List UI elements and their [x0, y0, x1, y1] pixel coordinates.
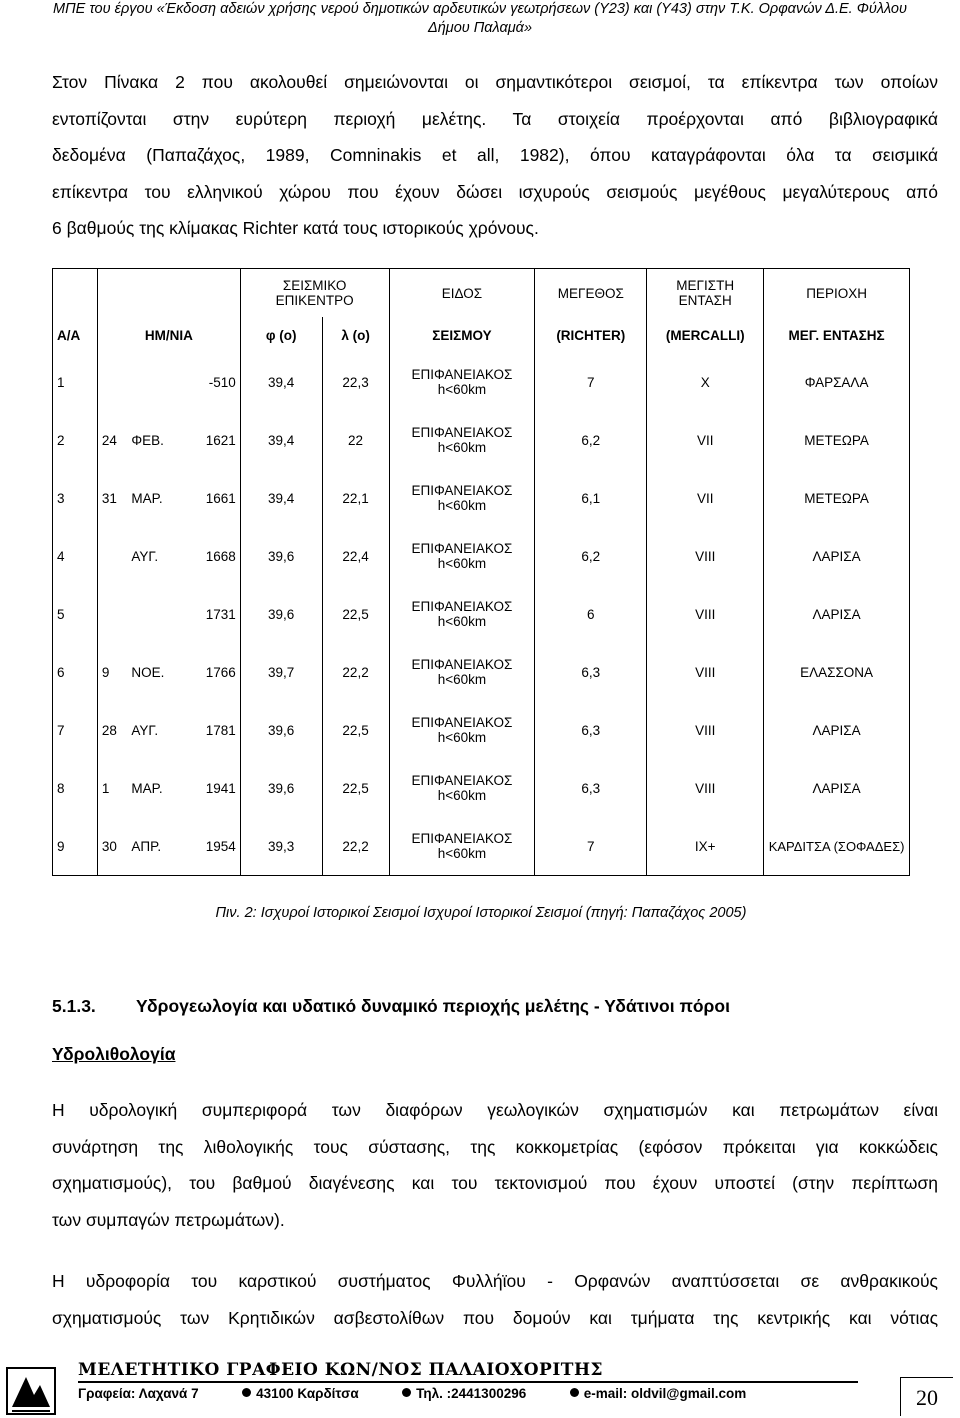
- row-number: 8: [53, 759, 98, 817]
- row-region: ΛΑΡΙΣΑ: [764, 759, 910, 817]
- row-number: 9: [53, 817, 98, 876]
- paragraph-line: των συμπαγών πετρωμάτων).: [52, 1209, 285, 1230]
- row-region: ΛΑΡΙΣΑ: [764, 701, 910, 759]
- row-depth-line: h<60km: [437, 556, 487, 571]
- row-number: 1: [53, 353, 98, 411]
- row-depth-line: h<60km: [437, 498, 487, 513]
- paragraph-line: συνάρτηση της λιθολογικής τους σύστασης, της κοκκομετρίας (εφόσον πρόκειται για κοκκώδεις: [52, 1136, 938, 1157]
- bullet-icon: [402, 1388, 411, 1397]
- row-intensity: VIII: [647, 701, 764, 759]
- footer-address: Γραφεία: Λαχανά 7: [78, 1386, 199, 1401]
- row-depth-line: h<60km: [437, 788, 487, 803]
- header-line-2: Δήμου Παλαμά»: [427, 20, 533, 36]
- row-type-line: ΕΠΙΦΑΝΕΙΑΚΟΣ: [411, 425, 513, 440]
- row-number: 6: [53, 643, 98, 701]
- table-row: [53, 585, 910, 643]
- table-row: [53, 353, 910, 411]
- row-type: [389, 701, 535, 759]
- row-type: [389, 469, 535, 527]
- row-longitude: 22,1: [322, 469, 389, 527]
- row-type-line: ΕΠΙΦΑΝΕΙΑΚΟΣ: [411, 541, 513, 556]
- row-latitude: 39,4: [240, 353, 322, 411]
- row-magnitude: 6,3: [535, 643, 647, 701]
- row-type-line: ΕΠΙΦΑΝΕΙΑΚΟΣ: [411, 715, 513, 730]
- intro-line: επίκεντρα του ελληνικού χώρου που έχουν δώσει ισχυρούς σεισμούς μεγέθους μεγαλύτερους από: [52, 181, 938, 202]
- row-longitude: 22,5: [322, 759, 389, 817]
- section-number: 5.1.3.: [52, 996, 96, 1016]
- table-row: [53, 527, 910, 585]
- row-day: [97, 527, 127, 585]
- footer-postcode: 43100 Καρδίτσα: [256, 1386, 359, 1401]
- header-date: ΗΜ/ΝΙΑ: [97, 317, 240, 353]
- row-magnitude: 6,2: [535, 527, 647, 585]
- row-year: 1766: [205, 664, 236, 680]
- row-latitude: 39,6: [240, 527, 322, 585]
- row-depth-line: h<60km: [437, 730, 487, 745]
- intro-line: εντοπίζονται στην ευρύτερη περιοχή μελέτης. Τα στοιχεία προέρχονται από βιβλιογραφικά: [52, 108, 938, 129]
- intro-paragraph: [52, 64, 938, 247]
- row-year: 1621: [205, 432, 236, 448]
- row-intensity: VIII: [647, 759, 764, 817]
- row-type: [389, 353, 535, 411]
- row-month: ΜΑΡ.: [131, 490, 163, 506]
- row-year: 1781: [205, 722, 236, 738]
- row-region: ΕΛΑΣΣΟΝΑ: [764, 643, 910, 701]
- section-title: Υδρογεωλογία και υδατικό δυναμικό περιοχής μελέτης - Υδάτινοι πόροι: [136, 996, 730, 1016]
- office-name: ΜΕΛΕΤΗΤΙΚΟ ΓΡΑΦΕΙΟ ΚΩΝ/ΝΟΣ ΠΑΛΑΙΟΧΟΡΙΤΗΣ: [78, 1360, 604, 1380]
- intro-line: 6 βαθμούς της κλίμακας Richter κατά τους ιστορικούς χρόνους.: [52, 218, 539, 238]
- header-line-1: ΜΠΕ του έργου «Έκδοση αδειών χρήσης νερού δημοτικών αρδευτικών γεωτρήσεων (Υ23) και (Υ43) στην Τ.Κ. Ορφανών Δ.Ε. Φύλλου: [53, 1, 907, 17]
- header-intensity-2: (MERCALLI): [647, 317, 764, 353]
- table-row: [53, 759, 910, 817]
- subheading: Υδρολιθολογία: [52, 1044, 176, 1064]
- row-longitude: 22,5: [322, 585, 389, 643]
- row-intensity: VIII: [647, 585, 764, 643]
- row-magnitude: 6: [535, 585, 647, 643]
- table-row: [53, 643, 910, 701]
- row-number: 2: [53, 411, 98, 469]
- row-month: ΦΕΒ.: [131, 432, 164, 448]
- header-lat: φ (ο): [240, 317, 322, 353]
- header-type-2: ΣΕΙΣΜΟΥ: [389, 317, 535, 353]
- row-day: 30: [97, 817, 127, 876]
- header-epicenter: ΣΕΙΣΜΙΚΟ ΕΠΙΚΕΝΤΡΟ: [240, 269, 389, 318]
- row-depth-line: h<60km: [437, 382, 487, 397]
- header-magnitude: ΜΕΓΕΘΟΣ: [535, 269, 647, 318]
- row-intensity: X: [647, 353, 764, 411]
- row-intensity: VII: [647, 469, 764, 527]
- row-day: [97, 585, 127, 643]
- row-day: 9: [97, 643, 127, 701]
- table-row: [53, 469, 910, 527]
- row-magnitude: 6,3: [535, 701, 647, 759]
- row-type: [389, 643, 535, 701]
- row-longitude: 22: [322, 411, 389, 469]
- row-month: [127, 585, 189, 643]
- row-day: [97, 353, 127, 411]
- row-year: 1941: [205, 780, 236, 796]
- row-year: 1668: [205, 548, 236, 564]
- row-longitude: 22,2: [322, 817, 389, 876]
- row-magnitude: 7: [535, 817, 647, 876]
- bullet-icon: [570, 1388, 579, 1397]
- row-magnitude: 6,2: [535, 411, 647, 469]
- row-year: -510: [208, 374, 236, 390]
- row-month: ΝΟΕ.: [131, 664, 165, 680]
- header-magnitude-2: (RICHTER): [535, 317, 647, 353]
- row-type: [389, 585, 535, 643]
- row-longitude: 22,5: [322, 701, 389, 759]
- header-intensity: ΜΕΓΙΣΤΗ ΕΝΤΑΣΗ: [647, 269, 764, 318]
- footer-email: e-mail: oldvil@gmail.com: [583, 1386, 747, 1401]
- header-region: ΠΕΡΙΟΧΗ: [764, 269, 910, 318]
- earthquake-table: [52, 268, 910, 876]
- header-type: ΕΙΔΟΣ: [389, 269, 535, 318]
- footer-phone: Τηλ. :2441300296: [416, 1386, 527, 1401]
- section-heading: [52, 996, 730, 1017]
- row-type: [389, 411, 535, 469]
- row-magnitude: 7: [535, 353, 647, 411]
- row-type: [389, 817, 535, 876]
- row-month: ΑΥΓ.: [131, 548, 159, 564]
- page-footer: [0, 1357, 960, 1417]
- row-type-line: ΕΠΙΦΑΝΕΙΑΚΟΣ: [411, 657, 513, 672]
- row-longitude: 22,3: [322, 353, 389, 411]
- row-depth-line: h<60km: [437, 440, 487, 455]
- row-number: 3: [53, 469, 98, 527]
- row-type-line: ΕΠΙΦΑΝΕΙΑΚΟΣ: [411, 773, 513, 788]
- row-region: ΛΑΡΙΣΑ: [764, 527, 910, 585]
- row-intensity: IX+: [647, 817, 764, 876]
- footer-rule: [78, 1381, 858, 1383]
- row-region: ΚΑΡΔΙΤΣΑ (ΣΟΦΑΔΕΣ): [764, 817, 910, 876]
- row-day: 28: [97, 701, 127, 759]
- row-region: ΦΑΡΣΑΛΑ: [764, 353, 910, 411]
- row-region: ΛΑΡΙΣΑ: [764, 585, 910, 643]
- row-latitude: 39,6: [240, 701, 322, 759]
- row-depth-line: h<60km: [437, 846, 487, 861]
- row-type-line: ΕΠΙΦΑΝΕΙΑΚΟΣ: [411, 599, 513, 614]
- table-header-row-1: [53, 269, 910, 318]
- table-caption: Πιν. 2: Ισχυροί Ιστορικοί Σεισμοί Ισχυροί Ιστορικοί Σεισμοί (πηγή: Παπαζάχος 2005): [215, 905, 747, 921]
- row-region: ΜΕΤΕΩΡΑ: [764, 411, 910, 469]
- intro-line: δεδομένα (Παπαζάχος, 1989, Comninakis et all, 1982), όπου καταγράφονται όλα τα σεισμικά: [52, 145, 938, 165]
- row-magnitude: 6,3: [535, 759, 647, 817]
- row-type: [389, 527, 535, 585]
- row-year: 1731: [205, 606, 236, 622]
- page-number: 20: [900, 1377, 953, 1416]
- table-row: [53, 411, 910, 469]
- row-day: 31: [97, 469, 127, 527]
- row-year: 1661: [205, 490, 236, 506]
- row-latitude: 39,3: [240, 817, 322, 876]
- row-latitude: 39,4: [240, 411, 322, 469]
- row-type-line: ΕΠΙΦΑΝΕΙΑΚΟΣ: [411, 367, 513, 382]
- row-year: 1954: [189, 817, 240, 876]
- row-type-line: ΕΠΙΦΑΝΕΙΑΚΟΣ: [411, 831, 513, 846]
- row-longitude: 22,2: [322, 643, 389, 701]
- paragraph-line: σχηματισμούς), του βαθμού διαγένεσης και του τεκτονισμού που έχουν υποστεί (στην περίπτωση: [52, 1173, 938, 1193]
- row-type: [389, 759, 535, 817]
- table-header-row-2: [53, 317, 910, 353]
- row-intensity: VIII: [647, 643, 764, 701]
- row-region: ΜΕΤΕΩΡΑ: [764, 469, 910, 527]
- header-lon: λ (ο): [322, 317, 389, 353]
- header-region-2: ΜΕΓ. ΕΝΤΑΣΗΣ: [764, 317, 910, 353]
- row-longitude: 22,4: [322, 527, 389, 585]
- row-number: 5: [53, 585, 98, 643]
- row-number: 7: [53, 701, 98, 759]
- table-row: [53, 817, 910, 876]
- row-number: 4: [53, 527, 98, 585]
- row-latitude: 39,6: [240, 585, 322, 643]
- header-aa: Α/Α: [53, 317, 98, 353]
- table-body: [53, 353, 910, 876]
- row-magnitude: 6,1: [535, 469, 647, 527]
- row-depth-line: h<60km: [437, 614, 487, 629]
- paragraph-line: σχηματισμούς των Κρητιδικών ασβεστολίθων που δομούν και τμήματα της κεντρικής και νότιας: [52, 1307, 938, 1328]
- row-depth-line: h<60km: [437, 672, 487, 687]
- paragraph-line: Η υδροφορία του καρστικού συστήματος Φυλλήϊου - Ορφανών αναπτύσσεται σε ανθρακικούς: [52, 1271, 938, 1291]
- footer-contact: [78, 1386, 746, 1401]
- row-latitude: 39,6: [240, 759, 322, 817]
- paragraph-line: Η υδρολογική συμπεριφορά των διαφόρων γεωλογικών σχηματισμών και πετρωμάτων είναι: [52, 1100, 938, 1120]
- row-month: ΑΥΓ.: [131, 722, 159, 738]
- row-day: 24: [97, 411, 127, 469]
- row-latitude: 39,7: [240, 643, 322, 701]
- office-logo-icon: [6, 1367, 56, 1415]
- row-month: ΑΠΡ.: [127, 817, 189, 876]
- row-intensity: VII: [647, 411, 764, 469]
- row-type-line: ΕΠΙΦΑΝΕΙΑΚΟΣ: [411, 483, 513, 498]
- row-day: 1: [97, 759, 127, 817]
- table-row: [53, 701, 910, 759]
- row-month: ΜΑΡ.: [131, 780, 163, 796]
- row-intensity: VIII: [647, 527, 764, 585]
- row-month: [127, 353, 189, 411]
- karst-paragraph: [52, 1263, 938, 1336]
- bullet-icon: [242, 1388, 251, 1397]
- row-latitude: 39,4: [240, 469, 322, 527]
- document-header: [40, 0, 920, 38]
- intro-line: Στον Πίνακα 2 που ακολουθεί σημειώνονται οι σημαντικότεροι σεισμοί, τα επίκεντρα των οποίων: [52, 72, 938, 92]
- hydrolithology-paragraph: [52, 1092, 938, 1238]
